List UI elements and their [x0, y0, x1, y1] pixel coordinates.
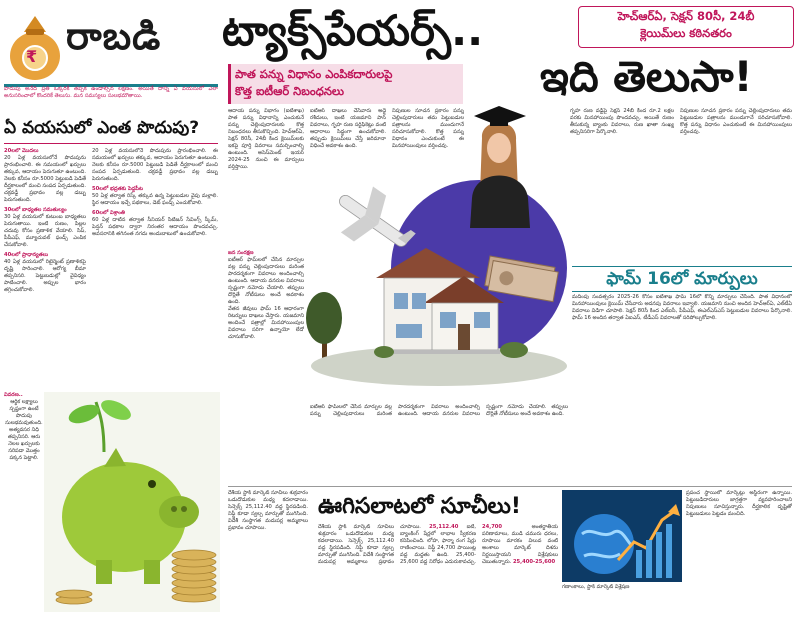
- market-col-1: దేశీయ స్టాక్‌ మార్కెట్‌ సూచీలు శుక్రవారం ఒడుదొడుకుల మధ్య కదలాడాయి. సెన్సెక్స్‌ 25,112.40 వద్ద స్థిరపడింది. నిఫ్టీ కూడా స్వల్ప మార్పుతో ముగిసింది. విదేశీ సంస్థాగత మదుపర్ల అమ్మకాలు ప్రభావం చూపాయి.: [318, 524, 421, 565]
- savings-title: ఏ వయసులో ఎంత పొదుపు?: [4, 118, 200, 138]
- section-text: 50 ఏళ్ల తర్వాత రిస్క్‌ తక్కువ ఉన్న పెట్టుబడుల వైపు మళ్లాలి. స్థిర ఆదాయం ఇచ్చే పథకాలు, డెట్‌ ఫండ్స్‌ ఎంచుకోవాలి.: [92, 193, 218, 206]
- tax-col-1: ఆదాయ పన్ను విభాగం (ఐటీశాఖ) పాత పన్ను విధానాన్ని ఎంచుకునే పన్ను చెల్లింపుదారులకు కొత్త నిబంధనలు తీసుకొచ్చింది. హెచ్‌ఆర్‌ఏ, సెక్షన్‌ 80సీ, 24బీ కింద క్లెయిమ్‌లకు ఇకపై పూర్తి వివరాలు సమర్పించాల్సి ఉంటుంది. అసెస్‌మెంట్‌ ఇయర్‌ 2024-25 నుంచి ఈ మార్పులు వర్తిస్తాయి.: [228, 108, 304, 170]
- market-col-2: ఐటీ, బ్యాంకింగ్‌ షేర్లలో లాభాల స్వీకరణ కనిపించింది. లోహ, ఫార్మా రంగ షేర్లు రాణించాయి. నిఫ్టీ 24,700 పాయింట్ల వద్ద మద్దతు ఉంది. 25,400-25,600 వద్ద నిరోధం ఎదురుకావచ్చు.: [400, 524, 477, 565]
- money-bag-icon: [6, 10, 64, 82]
- badge-line-2: క్లెయిమ్‌లు కఠినతరం: [640, 26, 732, 40]
- form16-title: ఫామ్‌ 16లో మార్పులు: [572, 266, 792, 292]
- tax-lower-text-2: వేతన జీవులు ఫామ్‌ 16 ఆధారంగా రిటర్నులు దాఖలు చేస్తారు. యజమాని అందించే పత్రాల్లో మినహాయింపుల వివరాలు సరిగా ఉన్నాయో లేదో చూసుకోవాలి.: [228, 306, 304, 340]
- section-text: 60 ఏళ్ల దాటిన తర్వాత సీనియర్‌ సిటిజన్‌ సేవింగ్స్‌ స్కీమ్‌, పెన్షన్‌ పథకాల ద్వారా నిరంతర ఆదాయం పొందవచ్చు. అవసరానికి తగినంత నగదు అందుబాటులో ఉంచుకోవాలి.: [92, 217, 218, 237]
- sub-line-2: కొత్త ఐటీఆర్‌ నిబంధనలు: [235, 84, 345, 98]
- market-caption: గణాంకాలు, స్టాక్‌ మార్కెట్‌ విశ్లేషణ: [562, 584, 630, 590]
- section-head: 30లలో బాధ్యతల సమతుల్యం: [4, 207, 67, 213]
- section-text: 40 ఏళ్ల వయసులో రిటైర్మెంట్‌ ప్రణాళికపై దృష్టి సారించాలి. ఆరోగ్య బీమా తప్పనిసరి. పెట్టుబడుల్లో వైవిధ్యం పాటించాలి. అప్పుల భారం తగ్గించుకోవాలి.: [4, 259, 86, 293]
- section-head: 20లలో మొదలు: [4, 148, 39, 154]
- piggy-bank-illustration: [44, 392, 220, 612]
- masthead: [4, 4, 218, 87]
- tax-sub-head: జన సంరక్షణ: [228, 250, 254, 256]
- tax-col-4: గృహ రుణ వడ్డీపై సెక్షన్‌ 24బీ కింద రూ.2 లక్షల వరకు మినహాయింపు పొందవచ్చు. అయితే రుణం తీసుకున్న బ్యాంకు వివరాలు, రుణ ఖాతా సంఖ్య తప్పనిసరిగా పేర్కొనాలి.: [570, 108, 674, 135]
- market-globe-illustration: [562, 490, 682, 582]
- market-cols: [318, 524, 558, 612]
- headline-badge: [578, 6, 794, 48]
- savings-col-2: [92, 148, 218, 388]
- side-note-head: వివరణ..: [4, 392, 23, 398]
- side-note: [4, 392, 44, 612]
- sub-line-1: పాత పన్ను విధానం ఎంపికదారులపై: [235, 67, 393, 81]
- section-head: 40లలో ప్రాధాన్యతలు: [4, 252, 49, 258]
- headline-part1: ట్యాక్స్‌పేయర్స్‌..: [222, 6, 484, 55]
- house-graduate-illustration: [304, 98, 570, 400]
- section-text: 20 ఏళ్ల వయసులోనే పొదుపును ప్రారంభించాలి. ఈ సమయంలో ఖర్చులు తక్కువ, ఆదాయం పెరుగుతూ ఉంటుంది. నెలకు కనీసం రూ.5000 పెట్టుబడి పెడితే దీర్ఘకాలంలో మంచి సంపద ఏర్పడుతుంది. చక్రవడ్డీ ప్రభావం వల్ల డబ్బు పెరుగుతుంది.: [4, 155, 86, 203]
- badge-line-1: హెచ్‌ఆర్‌ఏ, సెక్షన్‌ 80సీ, 24బీ: [617, 9, 755, 23]
- tax-col-5: నిపుణుల సూచన ప్రకారం పన్ను చెల్లింపుదారులు తమ పెట్టుబడుల పత్రాలను ముందుగానే సరిచూసుకోవాలి. కొత్త పన్ను విధానం ఎంచుకుంటే ఈ మినహాయింపులు వర్తించవు.: [680, 108, 792, 135]
- graduate-figure: [470, 106, 530, 228]
- tax-col-3: నిపుణుల సూచన ప్రకారం పన్ను చెల్లింపుదారులు తమ పెట్టుబడుల పత్రాలను ముందుగానే సరిచూసుకోవాలి. కొత్త పన్ను విధానం ఎంచుకుంటే ఈ మినహాయింపులు వర్తించవు.: [392, 108, 464, 149]
- section-text: 20 ఏళ్ల వయసులోనే పొదుపును ప్రారంభించాలి. ఈ సమయంలో ఖర్చులు తక్కువ, ఆదాయం పెరుగుతూ ఉంటుంది. నెలకు కనీసం రూ.5000 పెట్టుబడి పెడితే దీర్ఘకాలంలో మంచి సంపద ఏర్పడుతుంది. చక్రవడ్డీ ప్రభావం వల్ల డబ్బు పెరుగుతుంది.: [92, 148, 218, 182]
- market-col-3: అంతర్జాతీయ పరిణామాలు, ముడి చమురు ధరలు, రూపాయి మారకం విలువ వంటి అంశాలు మార్కెట్‌ దిశను నిర్ణయిస్తాయని విశ్లేషకులు చెబుతున్నారు.: [482, 524, 558, 565]
- rupee-symbol: ₹: [26, 47, 38, 66]
- form16-text: మదింపు సంవత్సరం 2025-26 కోసం ఐటీశాఖ ఫామ్‌ 16లో కొన్ని మార్పులు చేసింది. పాత విధానంలో మినహాయింపులు క్లెయిమ్‌ చేసేవారు అదనపు వివరాలు ఇవ్వాలి. యజమాని నుంచి అందిన హెచ్‌ఆర్‌ఏ, ఎల్‌టీఏ వివరాలు విడిగా చూపాలి. సెక్షన్‌ 80సీ కింద ఎల్‌ఐసీ, పీపీఎఫ్‌, ఈఎల్‌ఎస్‌ఎస్‌ పెట్టుబడుల వివరాలు పేర్కొనాలి. ఫామ్‌ 16 అందిన తర్వాత ఏఐఎస్‌, టీడీఎస్‌ వివరాలతో సరిపోల్చుకోవాలి.: [572, 294, 792, 321]
- market-stat-1: 25,112.40: [429, 524, 459, 530]
- intro-text: పొదుపు అనేది ప్రతి ఒక్కరికీ తప్పక ఉండాల్సిన లక్షణం. అయితే దాన్ని ఏ వయసులో ఎలా అనుసరించాలో కొందరికే తెలుసు. మన సమస్యలు సులభమౌతాయి.: [4, 86, 218, 99]
- tax-col-2: ఐటీఆర్‌ దాఖలు చేసేవారు అద్దె రశీదులు, ఇంటి యజమాని పాన్‌ వివరాలు, గృహ రుణ సర్టిఫికెట్లు వంటి ఆధారాలు సిద్ధంగా ఉంచుకోవాలి. తప్పుడు క్లెయిమ్‌లు చేస్తే జరిమానా విధించే అవకాశం ఉంది.: [310, 108, 386, 149]
- headline-part2: ఇది తెలుసా!: [540, 52, 753, 101]
- section-head: 60లలో విశ్రాంతి: [92, 210, 125, 216]
- logo-text: రాబడి: [66, 14, 162, 58]
- side-note-text: ఆర్థిక లక్ష్యాలు స్పష్టంగా ఉంటే పొదుపు సులభమవుతుంది. అత్యవసర నిధి తప్పనిసరి. ఆరు నెలల ఖర్చులకు సరిపడా మొత్తం పక్కన పెట్టాలి.: [5, 399, 43, 461]
- market-stat-2: 24,700: [482, 524, 503, 530]
- savings-col-1: [4, 148, 86, 388]
- tax-lower-text: ఐటీఆర్‌ ఫామ్‌లలో చేసిన మార్పుల వల్ల పన్ను చెల్లింపుదారులు మరింత పారదర్శకంగా వివరాలు అందించాల్సి ఉంటుంది. ఆదాయ వనరుల వివరాలు స్పష్టంగా నమోదు చేయాలి. తప్పులు దొర్లితే నోటీసులు అందే అవకాశం ఉంది.: [228, 257, 304, 305]
- market-left-col: దేశీయ స్టాక్‌ మార్కెట్‌ సూచీలు శుక్రవారం ఒడుదొడుకుల మధ్య కదలాడాయి. సెన్సెక్స్‌ 25,112.40 వద్ద స్థిరపడింది. నిఫ్టీ కూడా స్వల్ప మార్పుతో ముగిసింది. విదేశీ సంస్థాగత మదుపర్ల అమ్మకాలు ప్రభావం చూపాయి.: [228, 490, 308, 531]
- section-head: 50లలో భద్రతకు పెద్దపీట: [92, 186, 143, 192]
- right-bottom-text: ప్రపంచ స్థాయిలో మార్కెట్లు అస్థిరంగా ఉన్నాయి. పెట్టుబడిదారులు జాగ్రత్తగా వ్యవహరించాలని నిపుణులు సూచిస్తున్నారు. దీర్ఘకాలిక దృష్టితో పెట్టుబడులు పెట్టడం మంచిది.: [686, 490, 792, 517]
- market-title: ఊగిసలాటలో సూచీలు!: [318, 494, 521, 519]
- tax-col-left-lower: [228, 250, 304, 484]
- market-text: [318, 524, 558, 612]
- section-text: 30 ఏళ్ల వయసులో కుటుంబ బాధ్యతలు పెరుగుతాయి. ఇంటి రుణం, పిల్లల చదువు కోసం ప్రణాళిక వేయాలి. సిప్‌, పీపీఎఫ్‌, మ్యూచువల్‌ ఫండ్స్‌ ఎంపిక చేసుకోవాలి.: [4, 214, 86, 248]
- tax-under-house: ఐటీఆర్‌ ఫామ్‌లలో చేసిన మార్పుల వల్ల పన్ను చెల్లింపుదారులు మరింత పారదర్శకంగా వివరాలు అందించాల్సి ఉంటుంది. ఆదాయ వనరుల వివరాలు స్పష్టంగా నమోదు చేయాలి. తప్పులు దొర్లితే నోటీసులు అందే అవకాశం ఉంది.: [310, 404, 568, 417]
- market-stat-3: 25,400-25,600: [512, 559, 556, 565]
- tree-icon: [306, 292, 342, 358]
